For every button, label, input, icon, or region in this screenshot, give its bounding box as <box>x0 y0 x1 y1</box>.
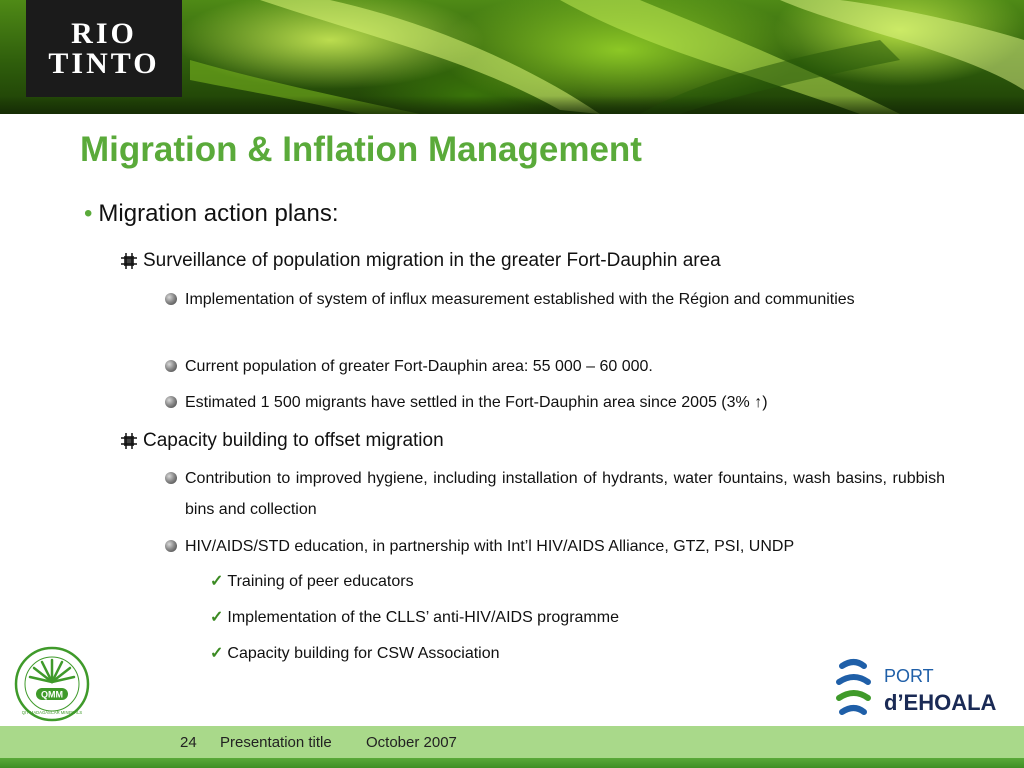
footer-presentation-title: Presentation title <box>220 734 332 751</box>
port-logo-line2: d’EHOALA <box>884 690 997 715</box>
level1-text: Migration action plans: <box>98 200 339 227</box>
check-item-text: Training of peer educators <box>227 573 414 590</box>
check-item-text: Capacity building for CSW Association <box>227 645 500 662</box>
check-item <box>210 607 619 627</box>
port-logo-line1: PORT <box>884 666 934 686</box>
checkmark-icon: ✓ <box>210 573 224 590</box>
check-item <box>210 571 414 591</box>
footer-bar <box>0 726 1024 758</box>
list-item-text: Contribution to improved hygiene, including installation of hydrants, water fountains, wash basins, rubbish bins and collection <box>185 470 945 518</box>
list-item <box>165 284 945 315</box>
hash-bullet-icon <box>120 252 138 270</box>
list-item-text: Implementation of system of influx measurement established with the Région and communities <box>185 291 855 308</box>
list-item <box>165 351 945 382</box>
bullet-dot-icon: • <box>84 200 93 227</box>
section-heading-text: Surveillance of population migration in the greater Fort-Dauphin area <box>143 250 721 271</box>
hash-bullet-icon <box>120 432 138 450</box>
sphere-bullet-icon <box>165 396 177 408</box>
qmm-ring-text: QIT MADAGASCAR MINERALS <box>21 710 83 715</box>
logo-line1: RIO <box>71 16 137 50</box>
list-item <box>165 387 945 418</box>
qmm-logo-text: QMM <box>41 689 63 700</box>
check-item-text: Implementation of the CLLS’ anti-HIV/AIDS programme <box>227 609 619 626</box>
rio-tinto-logo <box>26 0 182 97</box>
slide-title: Migration & Inflation Management <box>80 130 642 169</box>
sphere-bullet-icon <box>165 472 177 484</box>
banner-shadow-stripe <box>0 96 1024 114</box>
level1-bullet <box>84 200 339 228</box>
checkmark-icon: ✓ <box>210 609 224 626</box>
section-heading <box>120 430 444 452</box>
port-dehoala-logo <box>834 656 1014 720</box>
qmm-logo <box>14 646 90 722</box>
logo-line2: TINTO <box>48 46 160 80</box>
sphere-bullet-icon <box>165 293 177 305</box>
list-item-text: Estimated 1 500 migrants have settled in the Fort-Dauphin area since 2005 (3% ↑) <box>185 394 768 411</box>
list-item <box>165 531 945 562</box>
checkmark-icon: ✓ <box>210 645 224 662</box>
page-number: 24 <box>180 734 197 751</box>
list-item <box>165 463 945 525</box>
section-heading <box>120 250 721 272</box>
list-item-text: Current population of greater Fort-Dauphin area: 55 000 – 60 000. <box>185 358 653 375</box>
sphere-bullet-icon <box>165 360 177 372</box>
check-item <box>210 643 500 663</box>
footer-bottom-stripe <box>0 758 1024 768</box>
list-item-text: HIV/AIDS/STD education, in partnership with Int’l HIV/AIDS Alliance, GTZ, PSI, UNDP <box>185 538 795 555</box>
footer-date: October 2007 <box>366 734 457 751</box>
header-banner <box>0 0 1024 114</box>
sphere-bullet-icon <box>165 540 177 552</box>
section-heading-text: Capacity building to offset migration <box>143 430 444 451</box>
